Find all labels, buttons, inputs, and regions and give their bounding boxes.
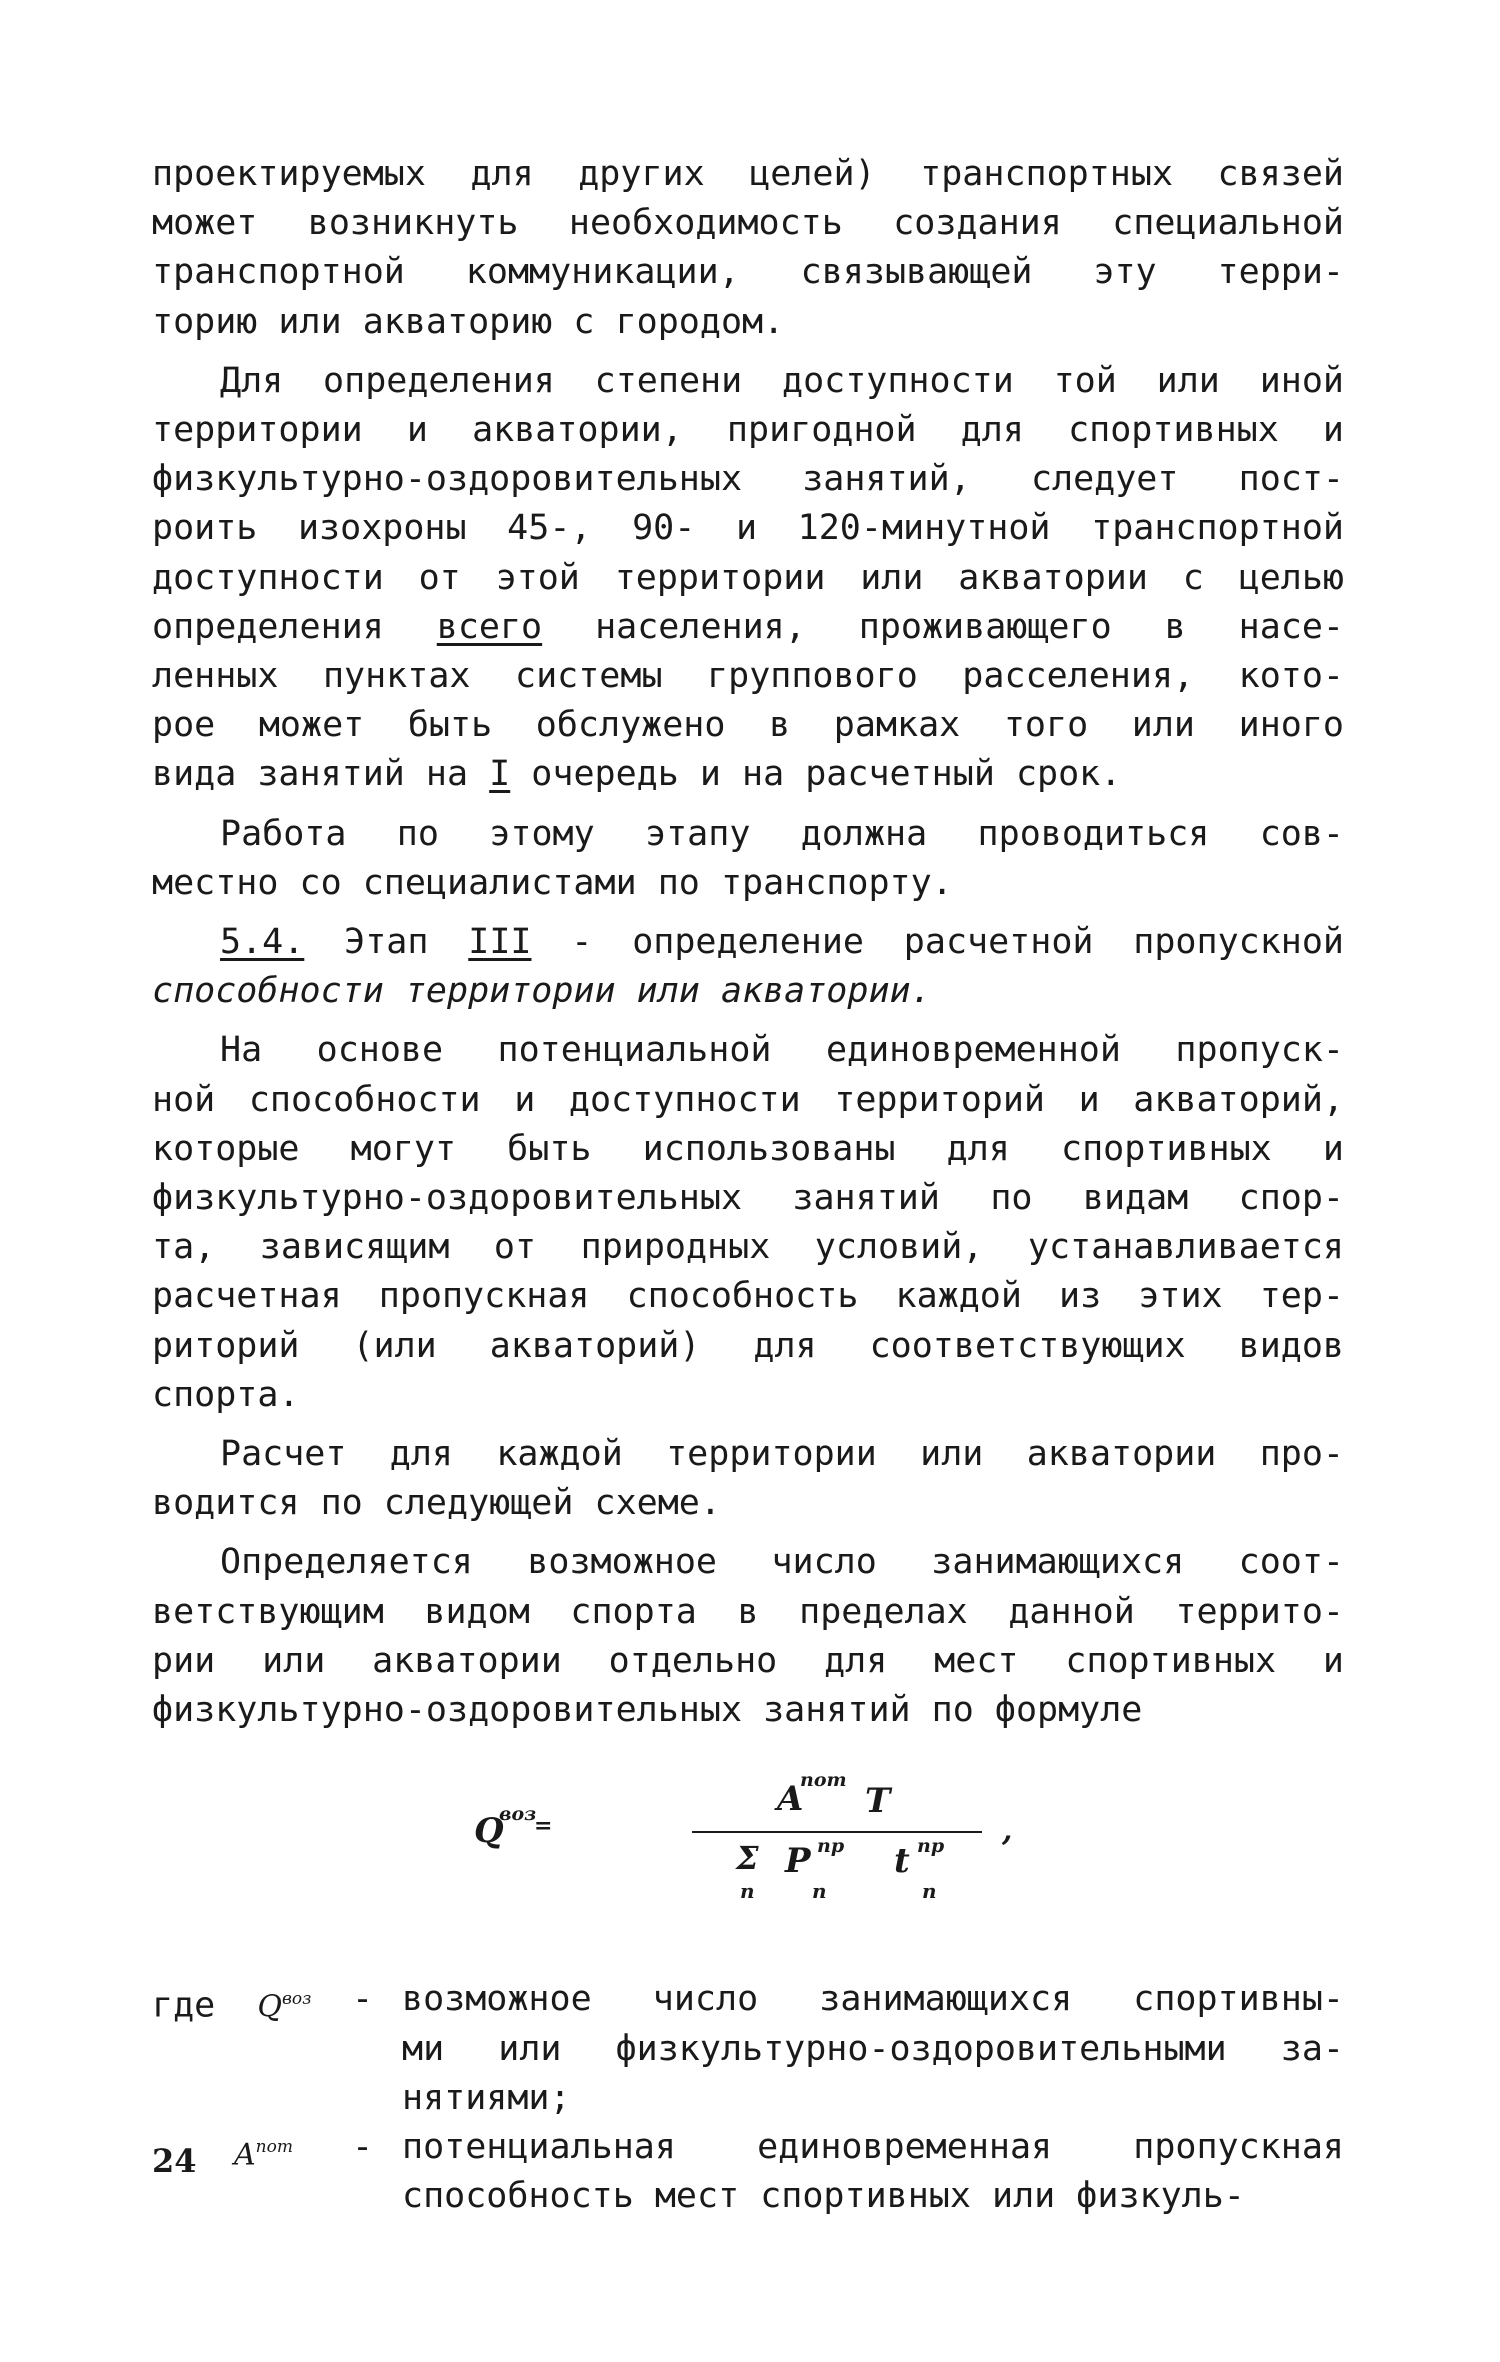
text-line: ветствующим видом спорта в пределах данной террито- <box>152 1591 1344 1632</box>
text-line: На основе потенциальной единовременной пропуск- <box>220 1030 1344 1071</box>
paragraph-formula-intro <box>152 1538 1344 1735</box>
term-symbol: Q <box>257 1989 282 2025</box>
roman-numeral: I <box>489 754 511 795</box>
paragraph-accessibility <box>152 357 1344 800</box>
formula-sum-index: n <box>740 1879 755 1904</box>
definition-term <box>152 1975 352 2123</box>
formula-lhs-sup: воз <box>499 1803 537 1826</box>
paragraph-capacity <box>152 1026 1344 1420</box>
heading-rest: - определение расчетной пропускной <box>531 922 1345 963</box>
term-symbol-sup: воз <box>281 1989 312 2010</box>
text-fragment: очередь и на расчетный срок. <box>510 754 1122 795</box>
text-line: спорта. <box>152 1374 300 1415</box>
page-body <box>152 150 1344 2221</box>
text-line: физкультурно-оздоровительных занятий, следует пост- <box>152 459 1344 500</box>
definition-description <box>402 2123 1344 2221</box>
dash-text: - <box>352 1979 374 2020</box>
formula-den-p: P <box>785 1841 811 1882</box>
text-line-last <box>152 750 1344 799</box>
formula-den-p-sup: пр <box>817 1835 845 1858</box>
text-line: может возникнуть необходимость создания специальной <box>152 203 1344 244</box>
definition-item <box>152 1975 1344 2123</box>
text-line: физкультурно-оздоровительных занятий по формуле <box>152 1690 1143 1731</box>
text-line: рое может быть обслужено в рамках того или иного <box>152 705 1344 746</box>
page-number: 24 <box>152 2142 197 2180</box>
formula <box>152 1769 1344 1919</box>
text-line: транспортной коммуникации, связывающей эту терри- <box>152 252 1344 293</box>
word-where: где <box>152 1985 216 2026</box>
paragraph-calc <box>152 1430 1344 1528</box>
text-line: ми или физкультурно-оздоровительными за- <box>402 2028 1344 2069</box>
term-symbol-sup: пот <box>255 2136 293 2157</box>
text-line: рии или акватории отдельно для мест спортивных и <box>152 1640 1344 1681</box>
formula-den-p-sub: n <box>812 1879 827 1904</box>
text-line: расчетная пропускная способность каждой из этих тер- <box>152 1276 1344 1317</box>
text-line: ленных пунктах системы группового расселения, кото- <box>152 656 1344 697</box>
text-fragment: вида занятий на <box>152 754 490 795</box>
text-line: доступности от этой территории или акватории с целью <box>152 557 1344 598</box>
formula-equals: = <box>534 1813 553 1840</box>
text-line: потенциальная единовременная пропускная <box>402 2126 1344 2167</box>
text-line: местно со специалистами по транспорту. <box>152 862 953 903</box>
fraction-bar <box>692 1831 982 1833</box>
formula-num-a-sup: пот <box>800 1769 847 1792</box>
text-line: нятиями; <box>402 2077 571 2118</box>
stage-roman: III <box>468 922 532 963</box>
formula-lhs: Q <box>474 1811 504 1852</box>
formula-trailing-comma: , <box>1002 1813 1013 1849</box>
text-line: возможное число занимающихся спортивны- <box>402 1979 1344 2020</box>
definition-description <box>402 1975 1344 2123</box>
text-fragment: населения, проживающего в насе- <box>542 606 1344 647</box>
formula-sum: Σ <box>736 1839 759 1878</box>
definition-dash <box>352 2123 402 2221</box>
text-line-underlined <box>152 603 1344 652</box>
section-heading <box>152 918 1344 1016</box>
text-line: роить изохроны 45-, 90- и 120-минутной транспортной <box>152 508 1344 549</box>
text-line: проектируемых для других целей) транспортных связей <box>152 154 1344 194</box>
definition-dash <box>352 1975 402 2123</box>
text-line: водится по следующей схеме. <box>152 1483 721 1524</box>
text-line: Работа по этому этапу должна проводиться сов- <box>220 813 1344 854</box>
heading-line-italic: способности территории или акватории. <box>152 971 932 1012</box>
text-line: Для определения степени доступности той или иной <box>220 360 1344 401</box>
definitions-list <box>152 1975 1344 2221</box>
underlined-word: всего <box>436 606 543 647</box>
text-line: торию или акваторию с городом. <box>152 301 785 342</box>
text-line: ной способности и доступности территорий и акваторий, <box>152 1079 1344 1120</box>
heading-line <box>152 918 1344 967</box>
text-line: территории и акватории, пригодной для спортивных и <box>152 410 1344 451</box>
definition-item <box>152 2123 1344 2221</box>
paragraph-transport <box>152 810 1344 908</box>
formula-den-t: t <box>894 1841 910 1882</box>
section-number: 5.4. <box>220 922 305 963</box>
text-line: которые могут быть использованы для спортивных и <box>152 1128 1344 1169</box>
formula-num-a: A <box>777 1779 804 1820</box>
text-line: Расчет для каждой территории или акватории про- <box>220 1434 1344 1475</box>
text-line: способность мест спортивных или физкуль- <box>402 2176 1245 2217</box>
stage-label: Этап <box>304 922 469 963</box>
formula-num-t: T <box>865 1781 891 1822</box>
text-line: риторий (или акваторий) для соответствующих видов <box>152 1325 1344 1366</box>
text-fragment: определения <box>152 606 437 647</box>
formula-den-t-sup: пр <box>917 1835 945 1858</box>
text-line: физкультурно-оздоровительных занятий по видам спор- <box>152 1178 1344 1219</box>
paragraph-continuation <box>152 150 1344 347</box>
text-line: та, зависящим от природных условий, устанавливается <box>152 1227 1344 1268</box>
dash-text: - <box>352 2126 374 2167</box>
term-symbol: A <box>234 2137 256 2173</box>
formula-den-t-sub: n <box>922 1879 937 1904</box>
text-line: Определяется возможное число занимающихся соот- <box>220 1542 1344 1583</box>
